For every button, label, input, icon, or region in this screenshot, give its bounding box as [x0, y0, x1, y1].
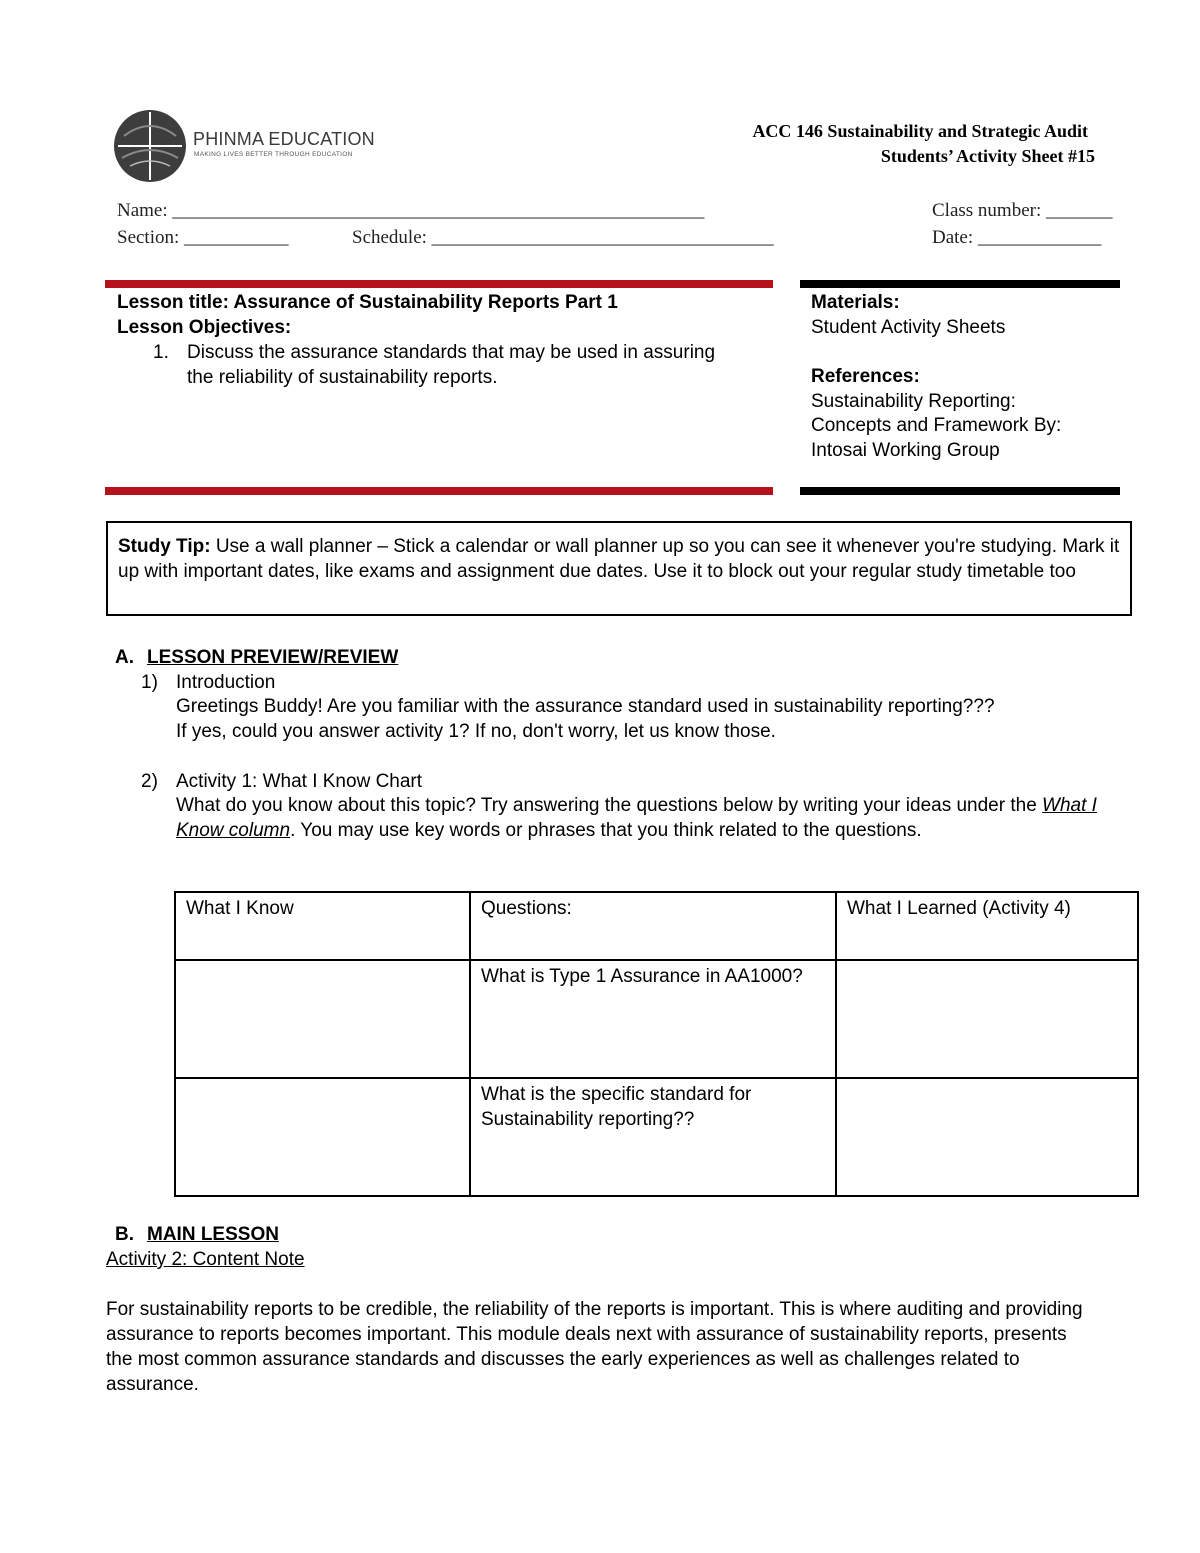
objective-number: 1. — [153, 342, 169, 363]
name-field[interactable]: Name: ________________________________________________________ — [117, 200, 705, 221]
objective-text: Discuss the assurance standards that may be used in assuring the reliability of sustainability reports. — [187, 342, 716, 388]
item1-number: 1) — [141, 672, 158, 693]
sheet-title: Students’ Activity Sheet #15 — [880, 146, 1095, 166]
lesson-objectives-label: Lesson Objectives: — [117, 317, 292, 338]
item2-text-after: . You may use key words or phrases that you think related to the questions. — [290, 820, 922, 841]
answer-cell-know[interactable] — [175, 960, 470, 1078]
materials-value: Student Activity Sheets — [811, 317, 1006, 338]
black-divider-top — [800, 280, 1120, 288]
header-what-i-learned: What I Learned (Activity 4) — [836, 892, 1138, 960]
course-title: ACC 146 Sustainability and Strategic Audit — [752, 121, 1088, 141]
item2-number: 2) — [141, 771, 158, 792]
reference-line: Intosai Working Group — [811, 440, 1000, 461]
date-field[interactable]: Date: _____________ — [932, 227, 1102, 248]
header-what-i-know: What I Know — [175, 892, 470, 960]
question-cell: What is Type 1 Assurance in AA1000? — [470, 960, 836, 1078]
table-row — [175, 960, 1138, 1078]
study-tip-box — [106, 521, 1132, 616]
table-row — [175, 1078, 1138, 1196]
answer-cell-learned[interactable] — [836, 1078, 1138, 1196]
section-a-letter: A. — [115, 647, 134, 668]
section-field[interactable]: Section: ___________ — [117, 227, 289, 248]
materials-label: Materials: — [811, 292, 900, 313]
item2-title: Activity 1: What I Know Chart — [176, 771, 423, 792]
references-label: References: — [811, 366, 920, 387]
answer-cell-know[interactable] — [175, 1078, 470, 1196]
item1-title: Introduction — [176, 672, 276, 693]
section-a-heading: LESSON PREVIEW/REVIEW — [147, 647, 399, 668]
study-tip-text: Use a wall planner – Stick a calendar or wall planner up so you can see it whenever you're studying. Mark it up with important dates, like exams and assignment due dates. Use it to block out your regular study timetable too — [118, 536, 1120, 582]
reference-line: Sustainability Reporting: — [811, 391, 1016, 412]
activity-2-title: Activity 2: Content Note — [106, 1249, 305, 1270]
main-lesson-paragraph: For sustainability reports to be credible, the reliability of the reports is important. This is where auditing and providing assurance to reports becomes important. This module deals next with assurance of sustainability reports, presents the most common assurance standards and discusses the early experiences as well as challenges related to assurance. — [106, 1299, 1083, 1395]
red-divider-bottom — [105, 487, 773, 495]
class-number-field[interactable]: Class number: _______ — [932, 200, 1113, 221]
what-i-know-link: What I Know column — [176, 795, 1097, 841]
schedule-field[interactable]: Schedule: ____________________________________ — [352, 227, 774, 248]
lesson-title: Lesson title: Assurance of Sustainability Reports Part 1 — [117, 292, 618, 313]
what-i-know-table — [174, 891, 1139, 1197]
reference-line: Concepts and Framework By: — [811, 415, 1062, 436]
item2-text-before: What do you know about this topic? Try answering the questions below by writing your ideas under the — [176, 795, 1043, 816]
question-cell: What is the specific standard for Sustainability reporting?? — [470, 1078, 836, 1196]
phinma-globe-icon — [110, 106, 190, 186]
logo-name: PHINMA EDUCATION — [193, 129, 375, 149]
item1-text: Greetings Buddy! Are you familiar with the assurance standard used in sustainability reporting??? If yes, could you answer activity 1? If no, don't worry, let us know those. — [176, 696, 995, 742]
table-header-row — [175, 892, 1138, 960]
red-divider-top — [105, 280, 773, 288]
header-questions: Questions: — [470, 892, 836, 960]
section-b-heading: MAIN LESSON — [147, 1224, 279, 1245]
section-b-letter: B. — [115, 1224, 134, 1245]
black-divider-bottom — [800, 487, 1120, 495]
logo-tagline: MAKING LIVES BETTER THROUGH EDUCATION — [194, 151, 353, 158]
item2-text — [176, 793, 1106, 843]
answer-cell-learned[interactable] — [836, 960, 1138, 1078]
study-tip-label: Study Tip: — [118, 536, 211, 557]
